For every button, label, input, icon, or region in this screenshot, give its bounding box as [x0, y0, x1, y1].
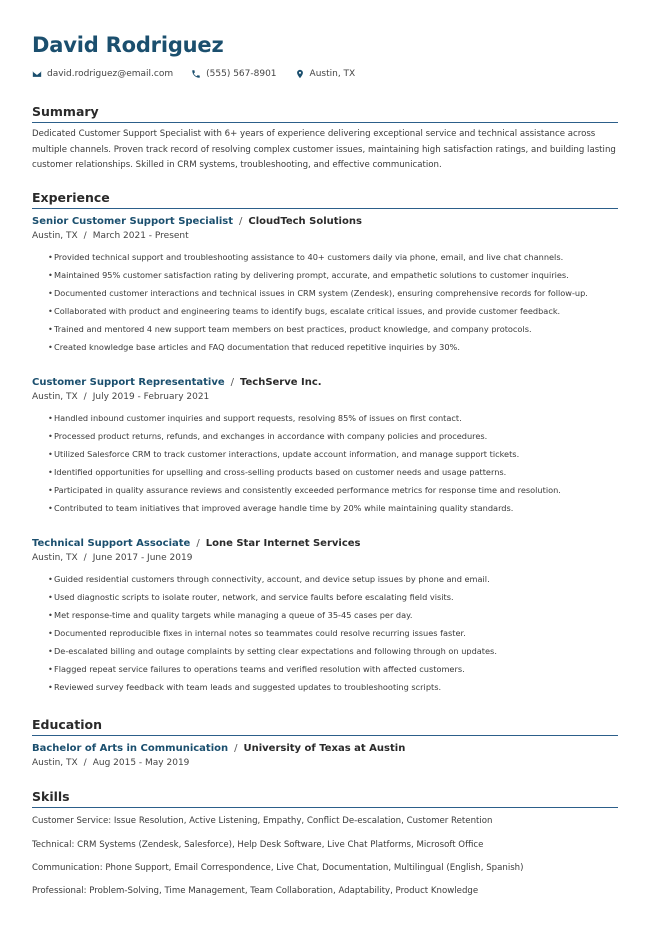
list-item: • Created knowledge base articles and FAQ documentation that reduced repetitive inquiries by 30%.	[48, 338, 618, 356]
list-item: • Processed product returns, refunds, and exchanges in accordance with company policies and procedures.	[48, 427, 618, 445]
job-entry	[32, 536, 618, 696]
list-item: • Identified opportunities for upselling and cross-selling products based on customer needs and usage patterns.	[48, 463, 618, 481]
summary-line: Dedicated Customer Support Specialist with 6+ years of experience delivering exceptional service and technical assistance across	[32, 129, 596, 139]
contact-location	[295, 69, 356, 79]
job-dates: March 2021 - Present	[92, 231, 189, 242]
contact-bar	[32, 66, 618, 82]
job-role: Senior Customer Support Specialist	[32, 216, 234, 228]
separator: /	[230, 377, 234, 389]
list-item: • Collaborated with product and engineering teams to identify bugs, escalate critical issues, and provide customer feedback.	[48, 302, 618, 320]
job-dates: July 2019 - February 2021	[92, 392, 210, 403]
list-item: • De-escalated billing and outage complaints by setting clear expectations and following through on updates.	[48, 642, 618, 660]
phone-icon	[191, 69, 201, 79]
skills-list	[32, 810, 618, 904]
summary-section	[32, 103, 618, 174]
separator: /	[83, 231, 87, 242]
job-role: Technical Support Associate	[32, 538, 191, 550]
contact-phone[interactable]	[191, 69, 276, 79]
list-item: • Used diagnostic scripts to isolate router, network, and service faults before escalating field visits.	[48, 588, 618, 606]
job-company: TechServe Inc.	[240, 377, 322, 389]
envelope-icon	[32, 69, 42, 79]
education-location: Austin, TX	[32, 758, 78, 769]
candidate-name: David Rodriguez	[32, 33, 224, 57]
job-company: Lone Star Internet Services	[205, 538, 361, 550]
job-dates: June 2017 - June 2019	[92, 553, 193, 564]
experience-section	[32, 189, 618, 696]
job-role: Customer Support Representative	[32, 377, 225, 389]
school: University of Texas at Austin	[243, 743, 406, 755]
degree: Bachelor of Arts in Communication	[32, 743, 229, 755]
section-title-summary: Summary	[32, 103, 618, 123]
list-item: • Documented customer interactions and technical issues in CRM system (Zendesk), ensuring comprehensive records for follow-up.	[48, 284, 618, 302]
list-item: • Participated in quality assurance reviews and consistently exceeded performance metrics for response time and resolution.	[48, 481, 618, 499]
contact-email[interactable]	[32, 69, 173, 79]
job-heading	[32, 214, 618, 229]
skill-line: Technical: CRM Systems (Zendesk, Salesforce), Help Desk Software, Live Chat Platforms, Microsoft Office	[32, 839, 484, 850]
resume-page	[32, 30, 618, 904]
job-heading	[32, 375, 618, 390]
list-item: • Provided technical support and troubleshooting assistance to 40+ customers daily via phone, email, and live chat channels.	[48, 248, 618, 266]
job-entry	[32, 214, 618, 356]
list-item: • Handled inbound customer inquiries and support requests, resolving 85% of issues on first contact.	[48, 409, 618, 427]
skill-line: Customer Service: Issue Resolution, Active Listening, Empathy, Conflict De-escalation, Customer Retention	[32, 816, 493, 827]
job-location: Austin, TX	[32, 553, 78, 564]
list-item: • Flagged repeat service failures to operations teams and verified resolution with affected customers.	[48, 660, 618, 678]
education-meta	[32, 756, 618, 771]
job-bullets	[32, 570, 618, 696]
list-item: • Maintained 95% customer satisfaction rating by delivering prompt, accurate, and empathetic solutions to customer inquiries.	[48, 266, 618, 284]
list-item: • Contributed to team initiatives that improved average handle time by 20% while maintaining quality standards.	[48, 499, 618, 517]
phone-text: (555) 567-8901	[206, 69, 277, 79]
summary-text	[32, 127, 618, 174]
skills-section	[32, 788, 618, 904]
job-entry	[32, 375, 618, 517]
section-title-education: Education	[32, 716, 618, 736]
separator: /	[234, 743, 238, 755]
separator: /	[83, 553, 87, 564]
job-bullets	[32, 248, 618, 356]
list-item: • Trained and mentored 4 new support team members on best practices, product knowledge, and company protocols.	[48, 320, 618, 338]
education-dates: Aug 2015 - May 2019	[92, 758, 190, 769]
job-company: CloudTech Solutions	[248, 216, 362, 228]
separator: /	[239, 216, 243, 228]
section-title-skills: Skills	[32, 788, 618, 808]
summary-line: multiple channels. Proven track record of resolving complex customer issues, maintaining high satisfaction ratings, and building lasting	[32, 144, 616, 155]
summary-line: customer relationships. Skilled in CRM systems, troubleshooting, and effective communication.	[32, 160, 442, 171]
skill-line: Communication: Phone Support, Email Correspondence, Live Chat, Documentation, Multilingual (English, Spanish)	[32, 862, 524, 873]
location-text: Austin, TX	[309, 69, 356, 79]
education-section	[32, 716, 618, 771]
list-item: • Reviewed survey feedback with team leads and suggested updates to troubleshooting scripts.	[48, 678, 618, 696]
education-entry	[32, 741, 618, 771]
education-heading	[32, 741, 618, 756]
job-location: Austin, TX	[32, 231, 78, 242]
section-title-experience: Experience	[32, 189, 618, 209]
list-item: • Utilized Salesforce CRM to track customer interactions, update account information, and manage support tickets.	[48, 445, 618, 463]
job-meta	[32, 390, 618, 405]
list-item: • Documented reproducible fixes in internal notes so teammates could resolve recurring issues faster.	[48, 624, 618, 642]
skill-line: Professional: Problem-Solving, Time Management, Team Collaboration, Adaptability, Product Knowledge	[32, 886, 479, 897]
separator: /	[83, 758, 87, 769]
job-bullets	[32, 409, 618, 517]
job-meta	[32, 229, 618, 244]
list-item: • Met response-time and quality targets while managing a queue of 35-45 cases per day.	[48, 606, 618, 624]
separator: /	[196, 538, 200, 550]
job-heading	[32, 536, 618, 551]
map-pin-icon	[295, 69, 305, 79]
job-meta	[32, 551, 618, 566]
email-text: david.rodriguez@email.com	[47, 69, 174, 79]
separator: /	[83, 392, 87, 403]
list-item: • Guided residential customers through connectivity, account, and device setup issues by phone and email.	[48, 570, 618, 588]
job-location: Austin, TX	[32, 392, 78, 403]
